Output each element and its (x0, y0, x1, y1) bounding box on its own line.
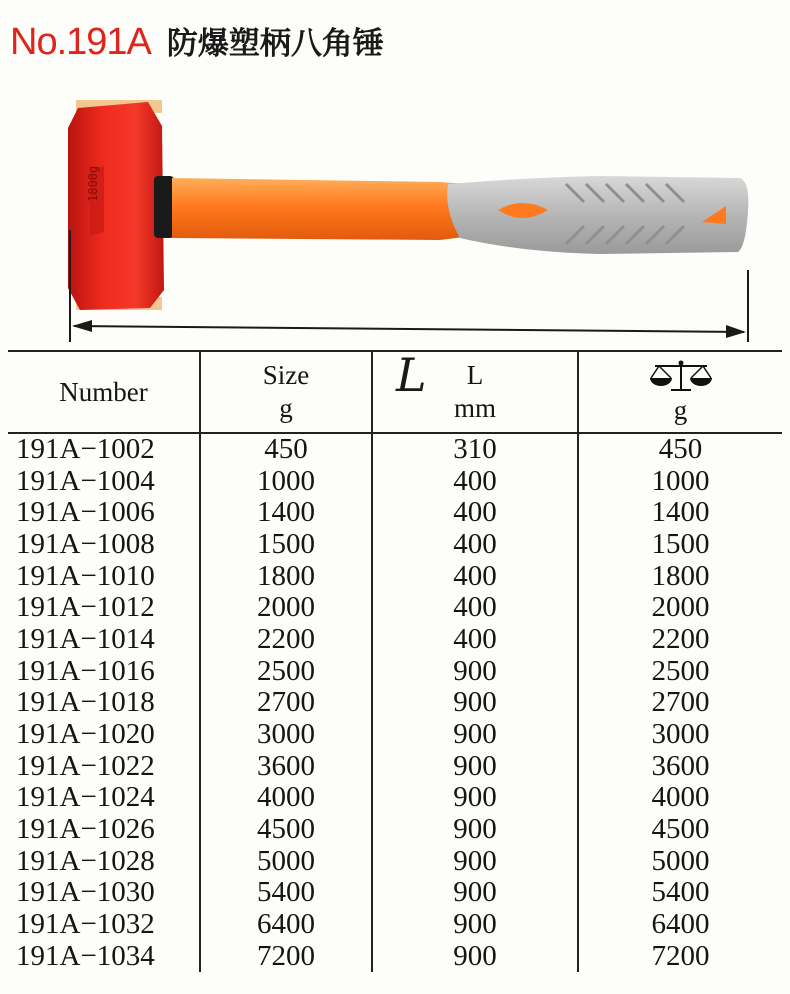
cell-length: 900 (372, 718, 578, 750)
cell-size: 4500 (200, 813, 372, 845)
model-number: No.191A (10, 21, 151, 63)
cell-weight: 1000 (578, 465, 782, 497)
cell-weight: 4000 (578, 782, 782, 814)
cell-size: 2000 (200, 591, 372, 623)
cell-number: 191A−1016 (16, 654, 155, 687)
cell-number: 191A−1034 (16, 939, 155, 972)
header-weight-unit: g (673, 394, 688, 425)
cell-length: 400 (372, 528, 578, 560)
cell-length: 400 (372, 560, 578, 592)
cell-length: 900 (372, 655, 578, 687)
spec-table (8, 350, 782, 972)
length-dimension-label: L (396, 348, 427, 402)
cell-size: 2200 (200, 623, 372, 655)
cell-number: 191A−1006 (16, 496, 155, 529)
cell-length: 900 (372, 908, 578, 940)
table-row (8, 655, 782, 687)
header-number-label: Number (59, 376, 148, 407)
table-header-row (8, 351, 782, 433)
cell-size: 3600 (200, 750, 372, 782)
cell-number: 191A−1032 (16, 908, 155, 941)
cell-size: 1000 (200, 465, 372, 497)
table-row (8, 496, 782, 528)
cell-weight: 3600 (578, 750, 782, 782)
cell-weight: 450 (578, 433, 782, 465)
header-size-label: Size (262, 360, 310, 390)
page-header (10, 18, 384, 64)
cell-size: 1500 (200, 528, 372, 560)
product-title: 防爆塑柄八角锤 (166, 26, 384, 62)
cell-size: 1800 (200, 560, 372, 592)
table-row (8, 782, 782, 814)
header-length-unit: mm (453, 393, 496, 423)
cell-number: 191A−1018 (16, 686, 155, 719)
spec-table-body (8, 433, 782, 972)
cell-length: 900 (372, 687, 578, 719)
cell-weight: 6400 (578, 908, 782, 940)
cell-number: 191A−1012 (16, 591, 155, 624)
cell-number: 191A−1002 (16, 433, 155, 466)
cell-number: 191A−1004 (16, 464, 155, 497)
table-row (8, 845, 782, 877)
balance-scale-icon (649, 358, 713, 392)
cell-number: 191A−1020 (16, 718, 155, 751)
cell-length: 900 (372, 845, 578, 877)
cell-size: 2700 (200, 687, 372, 719)
table-row (8, 813, 782, 845)
cell-weight: 2200 (578, 623, 782, 655)
cell-number: 191A−1028 (16, 844, 155, 877)
table-row (8, 528, 782, 560)
cell-size: 6400 (200, 908, 372, 940)
header-number (8, 351, 200, 433)
header-weight (578, 351, 782, 433)
cell-length: 400 (372, 465, 578, 497)
cell-size: 1400 (200, 496, 372, 528)
cell-number: 191A−1030 (16, 876, 155, 909)
cell-weight: 1500 (578, 528, 782, 560)
cell-length: 900 (372, 940, 578, 972)
cell-size: 4000 (200, 782, 372, 814)
cell-length: 900 (372, 813, 578, 845)
cell-number: 191A−1024 (16, 781, 155, 814)
cell-weight: 7200 (578, 940, 782, 972)
table-row (8, 560, 782, 592)
svg-text:1800g: 1800g (86, 165, 100, 202)
cell-weight: 1800 (578, 560, 782, 592)
cell-number: 191A−1010 (16, 559, 155, 592)
cell-number: 191A−1014 (16, 622, 155, 655)
table-row (8, 623, 782, 655)
cell-number: 191A−1022 (16, 749, 155, 782)
hammer-head (68, 100, 164, 310)
cell-weight: 2700 (578, 687, 782, 719)
header-length-label: L (466, 360, 484, 390)
table-row (8, 465, 782, 497)
header-length (372, 351, 578, 433)
cell-number: 191A−1008 (16, 527, 155, 560)
cell-length: 400 (372, 623, 578, 655)
cell-size: 3000 (200, 718, 372, 750)
cell-weight: 2500 (578, 655, 782, 687)
table-row (8, 750, 782, 782)
cell-weight: 3000 (578, 718, 782, 750)
cell-number: 191A−1026 (16, 813, 155, 846)
cell-length: 900 (372, 750, 578, 782)
handle-collar (154, 176, 174, 238)
cell-size: 5000 (200, 845, 372, 877)
cell-size: 7200 (200, 940, 372, 972)
table-row (8, 718, 782, 750)
cell-weight: 5400 (578, 877, 782, 909)
cell-length: 400 (372, 591, 578, 623)
cell-weight: 5000 (578, 845, 782, 877)
cell-length: 900 (372, 782, 578, 814)
cell-weight: 4500 (578, 813, 782, 845)
cell-length: 400 (372, 496, 578, 528)
cell-length: 900 (372, 877, 578, 909)
cell-size: 2500 (200, 655, 372, 687)
cell-weight: 2000 (578, 591, 782, 623)
header-size (200, 351, 372, 433)
table-row (8, 433, 782, 465)
table-row (8, 687, 782, 719)
cell-size: 5400 (200, 877, 372, 909)
cell-size: 450 (200, 433, 372, 465)
table-row (8, 591, 782, 623)
table-row (8, 940, 782, 972)
header-size-unit: g (279, 393, 293, 423)
cell-length: 310 (372, 433, 578, 465)
table-row (8, 877, 782, 909)
handle-grip (447, 176, 748, 254)
hammer-drawing (0, 80, 790, 350)
cell-weight: 1400 (578, 496, 782, 528)
table-row (8, 908, 782, 940)
